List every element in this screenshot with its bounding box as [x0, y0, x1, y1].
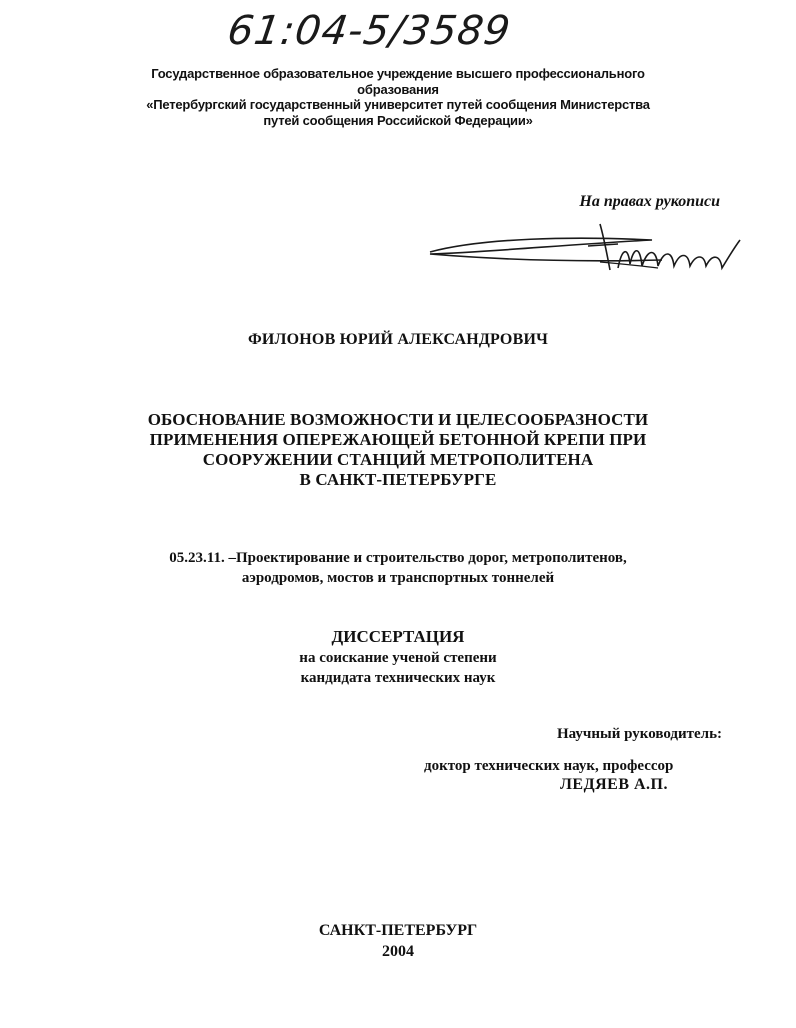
institution-line: Государственное образовательное учреждение высшего профессионального [151, 66, 645, 81]
specialty-line: аэродромов, мостов и транспортных тоннелей [241, 570, 555, 586]
institution-line: «Петербургский государственный университет путей сообщения Министерства [146, 97, 650, 112]
supervisor-title: доктор технических наук, профессор [424, 758, 674, 774]
signature [422, 218, 752, 284]
title-line: ПРИМЕНЕНИЯ ОПЕРЕЖАЮЩЕЙ БЕТОННОЙ КРЕПИ ПРИ [149, 430, 647, 449]
footer-city: САНКТ-ПЕТЕРБУРГ [318, 922, 478, 939]
title-line: ОБОСНОВАНИЕ ВОЗМОЖНОСТИ И ЦЕЛЕСООБРАЗНОСТИ [147, 410, 649, 429]
institution-block [0, 66, 796, 129]
dissertation-title [0, 410, 796, 490]
archive-code: 61:04-5/3589 [224, 8, 514, 54]
title-line: СООРУЖЕНИИ СТАНЦИЙ МЕТРОПОЛИТЕНА [202, 450, 594, 469]
degree-line: на соискание ученой степени [299, 650, 497, 666]
supervisor-name: ЛЕДЯЕВ А.П. [560, 776, 668, 793]
title-line: В САНКТ-ПЕТЕРБУРГЕ [299, 470, 497, 489]
specialty-block [0, 548, 796, 588]
institution-line: путей сообщения Российской Федерации» [263, 113, 533, 128]
manuscript-rights: На правах рукописи [579, 193, 720, 210]
specialty-line: 05.23.11. –Проектирование и строительство дорог, метрополитенов, [169, 550, 627, 566]
author-name: ФИЛОНОВ ЮРИЙ АЛЕКСАНДРОВИЧ [247, 331, 549, 348]
footer-year: 2004 [382, 943, 414, 960]
footer-block [0, 920, 796, 962]
degree-block [0, 648, 796, 688]
dissertation-heading: ДИССЕРТАЦИЯ [331, 627, 465, 646]
institution-line: образования [357, 82, 439, 97]
degree-line: кандидата технических наук [300, 670, 496, 686]
supervisor-label: Научный руководитель: [557, 726, 722, 742]
